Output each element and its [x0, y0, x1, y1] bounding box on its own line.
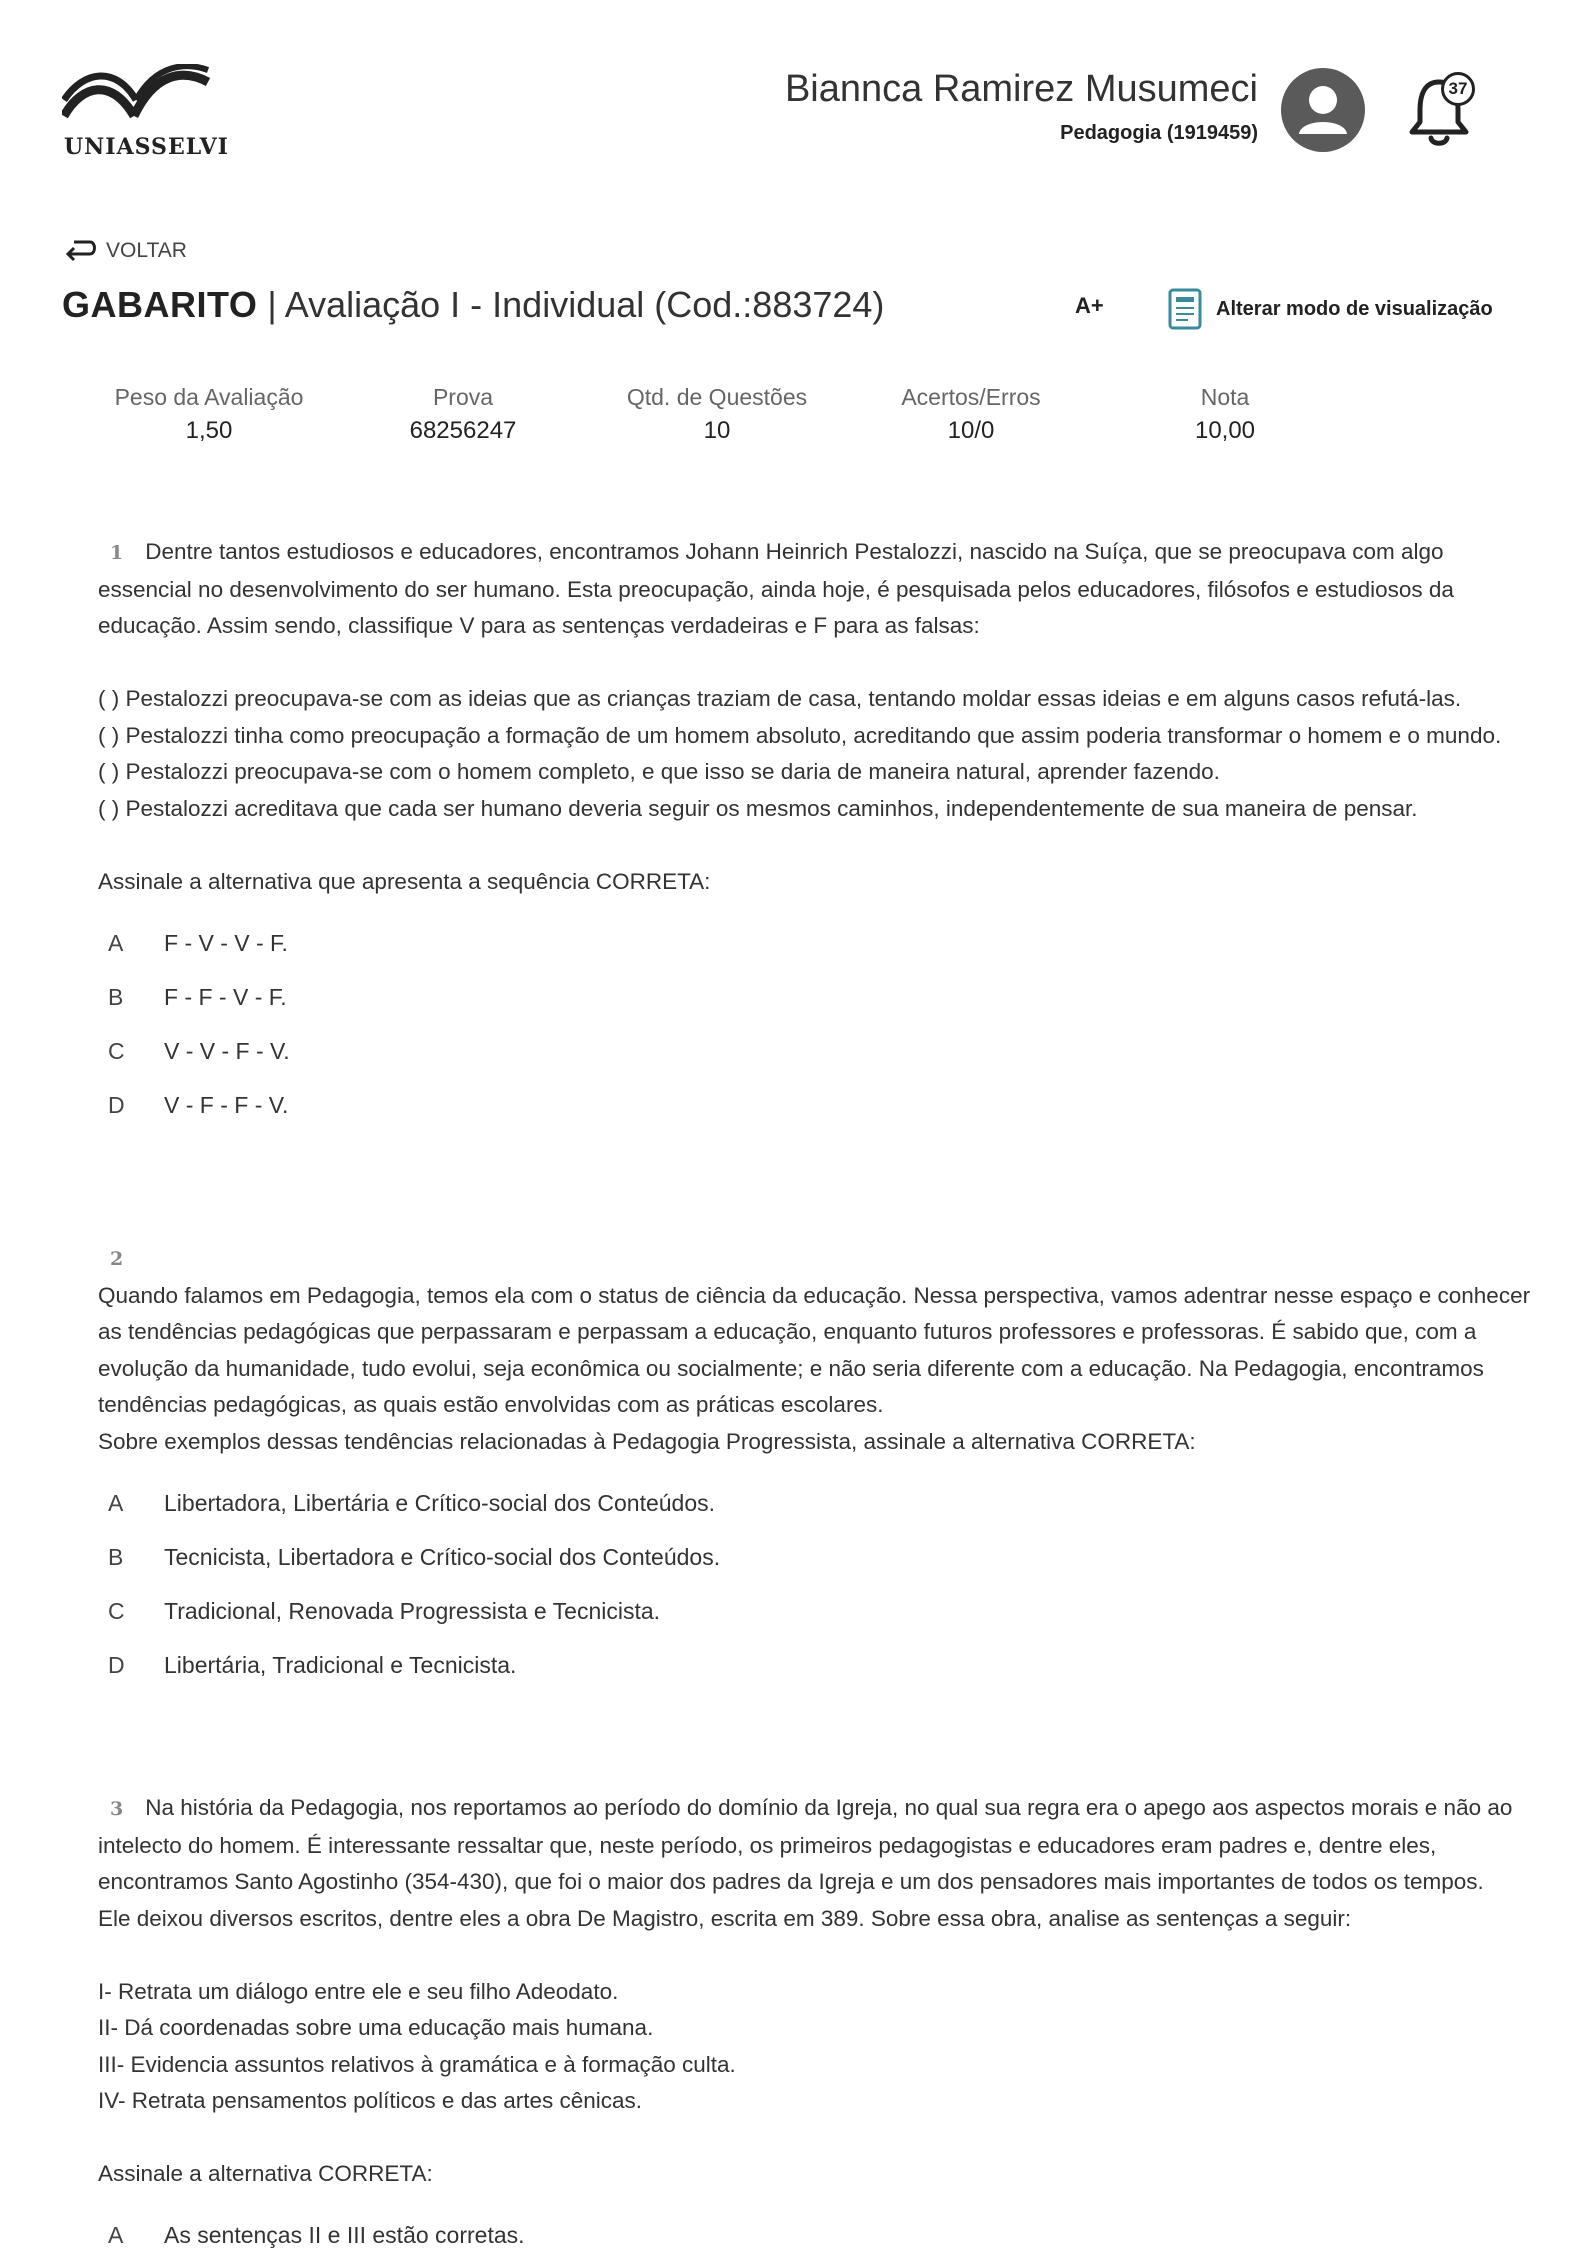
- question-line: Assinale a alternativa que apresenta a sequência CORRETA:: [98, 868, 711, 894]
- page-title-rest: | Avaliação I - Individual (Cod.:883724): [257, 284, 885, 325]
- option-text: F - V - V - F.: [164, 929, 288, 956]
- stat-hits-errors: [844, 384, 1098, 445]
- option-text: V - F - F - V.: [164, 1091, 289, 1118]
- option-letter: A: [108, 929, 124, 956]
- question-line: intelecto do homem. É interessante ressaltar que, neste período, os primeiros pedagogistas e educadores eram padres e, dentre eles,: [98, 1832, 1437, 1858]
- page-title-bold: GABARITO: [62, 284, 258, 325]
- stat-value: 10,00: [1194, 417, 1256, 444]
- question-number: 2: [110, 1248, 124, 1270]
- answer-options: [98, 1476, 1498, 1692]
- option-text: V - V - F - V.: [164, 1037, 290, 1064]
- question-line: II- Dá coordenadas sobre uma educação mais humana.: [98, 2015, 654, 2040]
- question-line: Sobre exemplos dessas tendências relacionadas à Pedagogia Progressista, assinale a alternativa CORRETA:: [98, 1428, 1196, 1454]
- stat-grade: [1098, 384, 1352, 445]
- view-mode-label: Alterar modo de visualização: [1216, 297, 1493, 320]
- option-letter: B: [108, 1543, 124, 1570]
- option-letter: D: [108, 1651, 125, 1678]
- stat-value: 10: [703, 417, 731, 444]
- answer-option[interactable]: [98, 1078, 1498, 1132]
- question-line: 1 Dentre tantos estudiosos e educadores, encontramos Johann Heinrich Pestalozzi, nascido na Suíça, que se preocupava com algo: [110, 539, 1444, 564]
- return-arrow-icon: [64, 238, 98, 264]
- answer-option[interactable]: [98, 1638, 1498, 1692]
- question-line: Assinale a alternativa CORRETA:: [98, 2161, 433, 2186]
- question-line: essencial no desenvolvimento do ser humano. Esta preocupação, ainda hoje, é pesquisada pelos educadores, filósofos e estudiosos da: [98, 576, 1454, 602]
- view-mode-button[interactable]: [1168, 288, 1493, 330]
- stat-label: Peso da Avaliação: [114, 384, 304, 410]
- option-letter: B: [108, 983, 124, 1010]
- answer-option[interactable]: [98, 1476, 1498, 1530]
- blank-line: [98, 1937, 1498, 1974]
- question-text: [98, 1240, 1531, 1460]
- question-line: IV- Retrata pensamentos políticos e das artes cênicas.: [98, 2088, 643, 2113]
- question-line: evolução da humanidade, tudo evolui, seja econômica ou socialmente; e não seria diferente com a educação. Na Pedagogia, encontramos: [98, 1355, 1484, 1381]
- question-line: ( ) Pestalozzi preocupava-se com o homem completo, e que isso se daria de maneira natural, aprender fazendo.: [98, 759, 1220, 784]
- question-line: Quando falamos em Pedagogia, temos ela com o status de ciência da educação. Nessa perspectiva, vamos adentrar nesse espaço e conhecer: [98, 1282, 1531, 1308]
- notification-count-badge: 37: [1441, 72, 1475, 106]
- stat-value: 1,50: [185, 417, 233, 444]
- question-number: 3: [110, 1798, 124, 1820]
- answer-options: [98, 2209, 1498, 2263]
- option-letter: A: [108, 1489, 124, 1516]
- stat-weight: [82, 384, 336, 445]
- option-text: Tecnicista, Libertadora e Crítico-social dos Conteúdos.: [164, 1543, 721, 1570]
- logo-wing-icon: [62, 64, 212, 134]
- question-3: [98, 1790, 1513, 2263]
- answer-options: [98, 916, 1498, 1132]
- logo-text: UNIASSELVI: [64, 134, 229, 160]
- page-title: [62, 284, 884, 326]
- question-line: as tendências pedagógicas que perpassaram e perpassam a educação, enquanto futuros professores e professoras. É sabido que, com a: [98, 1319, 1477, 1344]
- back-button[interactable]: [64, 238, 187, 264]
- answer-option[interactable]: [98, 916, 1498, 970]
- question-line: encontramos Santo Agostinho (354-430), que foi o maior dos padres da Igreja e um dos pensadores mais importantes de todos os tempos.: [98, 1869, 1484, 1894]
- question-text: [98, 1790, 1513, 2193]
- stat-value: 68256247: [409, 417, 517, 444]
- answer-option[interactable]: [98, 1584, 1498, 1638]
- answer-option[interactable]: [98, 2209, 1498, 2263]
- question-line: ( ) Pestalozzi tinha como preocupação a formação de um homem absoluto, acreditando que assim poderia transformar o homem e o mundo.: [98, 722, 1502, 748]
- option-text: As sentenças II e III estão corretas.: [164, 2222, 525, 2248]
- question-line: educação. Assim sendo, classifique V para as sentenças verdadeiras e F para as falsas:: [98, 613, 980, 638]
- answer-option[interactable]: [98, 1530, 1498, 1584]
- question-line: ( ) Pestalozzi acreditava que cada ser humano deveria seguir os mesmos caminhos, independentemente de sua maneira de pensar.: [98, 795, 1418, 821]
- user-course: Pedagogia (1919459): [1060, 122, 1258, 144]
- blank-line: [98, 2120, 1498, 2157]
- answer-option[interactable]: [98, 1024, 1498, 1078]
- option-letter: C: [108, 1037, 125, 1064]
- option-text: Tradicional, Renovada Progressista e Tecnicista.: [164, 1597, 661, 1624]
- blank-line: [98, 827, 1498, 864]
- option-text: F - F - V - F.: [164, 983, 287, 1010]
- user-avatar-icon[interactable]: [1281, 68, 1365, 152]
- question-line: III- Evidencia assuntos relativos à gramática e à formação culta.: [98, 2051, 736, 2077]
- question-2: [98, 1240, 1531, 1692]
- question-line: [98, 1240, 1498, 1278]
- stat-label: Qtd. de Questões: [626, 384, 808, 410]
- question-line: ( ) Pestalozzi preocupava-se com as ideias que as crianças traziam de casa, tentando moldar essas ideias e em alguns casos refutá-las.: [98, 686, 1462, 711]
- question-line: tendências pedagógicas, as quais estão envolvidas com as práticas escolares.: [98, 1392, 884, 1417]
- option-letter: D: [108, 1091, 125, 1118]
- answer-option[interactable]: [98, 970, 1498, 1024]
- stat-label: Nota: [1200, 384, 1250, 410]
- notifications-button[interactable]: [1408, 72, 1480, 152]
- question-number: 1: [110, 542, 124, 564]
- stat-exam: [336, 384, 590, 445]
- question-text: [98, 534, 1502, 900]
- question-line: I- Retrata um diálogo entre ele e seu filho Adeodato.: [98, 1978, 619, 2004]
- question-1: [98, 534, 1502, 1132]
- stat-value: 10/0: [947, 417, 995, 444]
- user-name: Biannca Ramirez Musumeci: [784, 68, 1258, 110]
- exam-summary: [82, 384, 1352, 445]
- option-text: Libertária, Tradicional e Tecnicista.: [164, 1651, 517, 1678]
- stat-label: Acertos/Erros: [901, 384, 1041, 410]
- option-letter: A: [108, 2222, 124, 2248]
- stat-label: Prova: [432, 384, 494, 410]
- document-view-icon: [1168, 288, 1202, 330]
- question-line: Ele deixou diversos escritos, dentre eles a obra De Magistro, escrita em 389. Sobre essa obra, analise as sentenças a seguir:: [98, 1905, 1352, 1931]
- back-label: VOLTAR: [106, 239, 187, 262]
- stat-question-count: [590, 384, 844, 445]
- blank-line: [98, 645, 1498, 682]
- question-line: 3 Na história da Pedagogia, nos reportamos ao período do domínio da Igreja, no qual sua regra era o apego aos aspectos morais e não ao: [110, 1795, 1513, 1820]
- option-letter: C: [108, 1597, 125, 1624]
- increase-font-button[interactable]: A+: [1075, 293, 1104, 318]
- uniasselvi-logo[interactable]: [62, 64, 229, 160]
- option-text: Libertadora, Libertária e Crítico-social dos Conteúdos.: [164, 1489, 716, 1516]
